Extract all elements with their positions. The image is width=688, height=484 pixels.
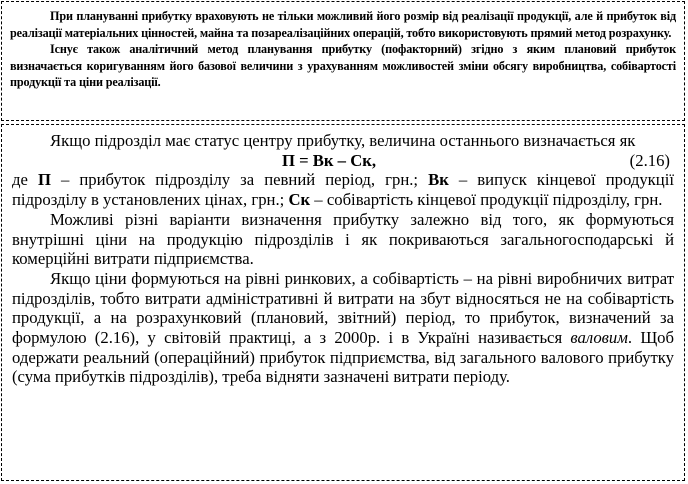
paragraph-2: Можливі різні варіанти визначення прибутку залежно від того, як формуються внутрішні ціни на продукцію підрозділів і як покриваються загальногосподарські й комерційні витрати підприємства. bbox=[12, 209, 674, 269]
summary-box bbox=[1, 1, 685, 121]
formula-number: (2.16) bbox=[629, 150, 670, 170]
paragraph-3-after: . Щоб одержати реальний (операційний) прибуток підприємства, від загального валового прибутку (сума прибутків підрозділів), треба відняти зазначені витрати періоду. bbox=[12, 328, 674, 387]
definitions-paragraph bbox=[12, 170, 674, 209]
formula-line bbox=[12, 151, 674, 171]
def-v-symbol: Вк bbox=[428, 170, 449, 190]
def-s-symbol: Ск bbox=[288, 190, 311, 210]
def-p-text: – прибуток підрозділу за певний період, грн.; bbox=[50, 170, 429, 190]
paragraph-3-italic-term: валовим bbox=[570, 328, 628, 348]
paragraph-3-before: Якщо ціни формуються на рівні ринкових, а собівартість – на рівні виробничих витрат підрозділів, тобто витрати адміністративні й витрати на збут відносяться не на собівартість продукції, а на розрахунковий (плановий, звітний) період, то прибуток, визначений за формулою (2.16), у світовій практиці, а з 2000р. і в Україні називається bbox=[12, 268, 674, 348]
formula: П = Вк – Ск, bbox=[281, 150, 377, 170]
def-p-symbol: П bbox=[37, 170, 51, 190]
top-paragraph-1: При плануванні прибутку враховують не тільки можливий його розмір від реалізації продукції, але й прибуток від реалізації матеріальних цінностей, майна та позареалізаційних операцій, тобто використовують прямий метод розрахунку. bbox=[10, 9, 676, 40]
paragraph-3 bbox=[12, 269, 674, 387]
top-paragraph-2: Існує також аналітичний метод планування прибутку (пофакторний) згідно з яким плановий прибуток визначається коригуванням його базової величини з урахуванням можливостей зміни обсягу виробництва, собівартості продукції та ціни реалізації. bbox=[10, 42, 676, 90]
main-text-box bbox=[1, 124, 685, 481]
def-prefix: де bbox=[12, 170, 38, 190]
intro-paragraph: Якщо підрозділ має статус центру прибутку, величина останнього визначається як bbox=[50, 131, 636, 150]
def-s-text: – собівартість кінцевої продукції підрозділу, грн. bbox=[310, 190, 663, 210]
def-v-text: – випуск кінцевої продукції підрозділу в установлених цінах, грн.; bbox=[12, 170, 674, 210]
